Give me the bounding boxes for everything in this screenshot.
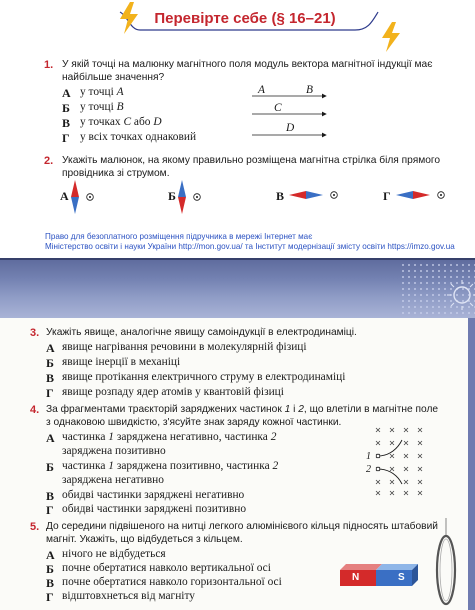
q1-text: У якій точці на малюнку магнітного поля модуль вектора магнітної індукції має найбільше значення?: [62, 59, 433, 83]
q5-magnet-ring-figure: [336, 518, 466, 608]
q1-option-c-text[interactable]: у точках C або D: [80, 116, 162, 128]
q4-option-a-line1[interactable]: частинка 1 заряджена негативно, частинка 2: [62, 431, 277, 443]
q5-magnet-s-label: S: [398, 572, 405, 583]
header: [140, 6, 350, 32]
q2-text: Укажіть малюнок, на якому правильно розміщена магнітна стрілка біля прямого провідника зі струмом.: [62, 155, 441, 179]
q2-option-d-letter[interactable]: Г: [383, 189, 391, 203]
q3-option-b-text[interactable]: явище інерції в механіці: [62, 356, 181, 368]
q4-option-a-letter[interactable]: А: [46, 431, 55, 445]
page-right-edge-bar: [468, 318, 475, 610]
q5-number: 5.: [30, 521, 40, 533]
q1-option-d-letter[interactable]: Г: [62, 131, 70, 145]
q4-option-b-line1[interactable]: частинка 1 заряджена позитивно, частинка 2: [62, 460, 279, 472]
q1-option-d-text[interactable]: у всіх точках однаковий: [80, 131, 197, 143]
footer-note-line1: Право для безоплатного розміщення підручника в мережі Інтернет має: [45, 232, 313, 241]
q4-option-d-text[interactable]: обидві частинки заряджені позитивно: [62, 503, 247, 515]
q1-number: 1.: [44, 59, 54, 71]
q3-option-c-letter[interactable]: В: [46, 371, 55, 385]
q1-point-a-label: A: [258, 84, 265, 96]
q4-text-line2: з однаковою швидкістю, з'ясуйте знак заряду кожної частинки.: [46, 417, 342, 428]
q4-option-b-line2[interactable]: заряджена негативно: [62, 474, 164, 486]
q2-option-b-letter[interactable]: Б: [168, 189, 176, 203]
q4-option-a-line2[interactable]: заряджена позитивно: [62, 445, 166, 457]
q4-magnetic-field-figure: [364, 426, 428, 496]
q5-text-line2: магніт. Укажіть, що відбудеться з кільцем.: [46, 534, 243, 545]
q3-option-d-text[interactable]: явище розпаду ядер атомів у квантовій фізиці: [62, 386, 284, 398]
q4-number: 4.: [30, 404, 40, 416]
q1-option-b-text[interactable]: у точці B: [80, 101, 124, 113]
q4-text-line1: За фрагментами траєкторій заряджених частинок 1 і 2, що влетіли в магнітне поле: [46, 404, 439, 415]
q4-option-d-letter[interactable]: Г: [46, 503, 54, 517]
q2-option-b-compass-figure[interactable]: [177, 180, 205, 216]
q3-option-b-letter[interactable]: Б: [46, 356, 54, 370]
q5-option-a-text[interactable]: нічого не відбудеться: [62, 548, 166, 560]
q2-option-d-compass-figure[interactable]: [396, 188, 448, 202]
q1-option-b-letter[interactable]: Б: [62, 101, 70, 115]
lightning-left-icon: [118, 2, 140, 34]
q5-option-c-text[interactable]: почне обертатися навколо горизонтальної осі: [62, 576, 282, 588]
page-title: Перевірте себе (§ 16–21): [154, 10, 336, 27]
q1-point-b-label: B: [306, 84, 313, 96]
q5-option-b-text[interactable]: почне обертатися навколо вертикальної осі: [62, 562, 271, 574]
q4-option-c-letter[interactable]: В: [46, 489, 55, 503]
q1-option-a-text[interactable]: у точці A: [80, 86, 124, 98]
q1-option-a-letter[interactable]: А: [62, 86, 71, 100]
q5-magnet-n-label: N: [352, 572, 360, 583]
q5-option-b-letter[interactable]: Б: [46, 562, 54, 576]
q5-option-c-letter[interactable]: В: [46, 576, 55, 590]
footer-note-line2: Міністерство освіти і науки України http://mon.gov.ua/ та Інститут модернізації змісту освіти https://imzo.gov.ua: [45, 242, 455, 251]
page-separator-line: [0, 258, 475, 260]
q2-option-a-letter[interactable]: А: [60, 189, 69, 203]
decorative-sun-icon: [440, 278, 475, 313]
q1-option-c-letter[interactable]: В: [62, 116, 71, 130]
q3-text: Укажіть явище, аналогічне явищу самоіндукції в електродинаміці.: [46, 327, 357, 338]
q3-option-d-letter[interactable]: Г: [46, 386, 54, 400]
q2-number: 2.: [44, 155, 54, 167]
q3-option-c-text[interactable]: явище протікання електричного струму в електродинаміці: [62, 371, 346, 383]
q4-option-c-text[interactable]: обидві частинки заряджені негативно: [62, 489, 245, 501]
q2-option-c-compass-figure[interactable]: [289, 188, 341, 202]
q3-number: 3.: [30, 327, 40, 339]
q1-point-c-label: C: [274, 102, 282, 114]
q3-option-a-text[interactable]: явище нагрівання речовини в молекулярній фізиці: [62, 341, 307, 353]
lightning-right-icon: [380, 22, 402, 52]
q2-option-a-compass-figure[interactable]: [70, 180, 98, 216]
q5-option-d-letter[interactable]: Г: [46, 590, 54, 604]
q3-option-a-letter[interactable]: А: [46, 341, 55, 355]
q4-particle-2-label: 2: [366, 464, 371, 475]
q4-option-b-letter[interactable]: Б: [46, 460, 54, 474]
q2-option-c-letter[interactable]: В: [276, 189, 285, 203]
q5-option-d-text[interactable]: відштовхнеться від магніту: [62, 590, 195, 602]
q4-particle-1-label: 1: [366, 451, 371, 462]
q5-option-a-letter[interactable]: А: [46, 548, 55, 562]
q5-text-line1: До середини підвішеного на нитці легкого алюмінієвого кільця підносять штабовий: [46, 521, 438, 532]
q1-point-d-label: D: [286, 122, 295, 134]
